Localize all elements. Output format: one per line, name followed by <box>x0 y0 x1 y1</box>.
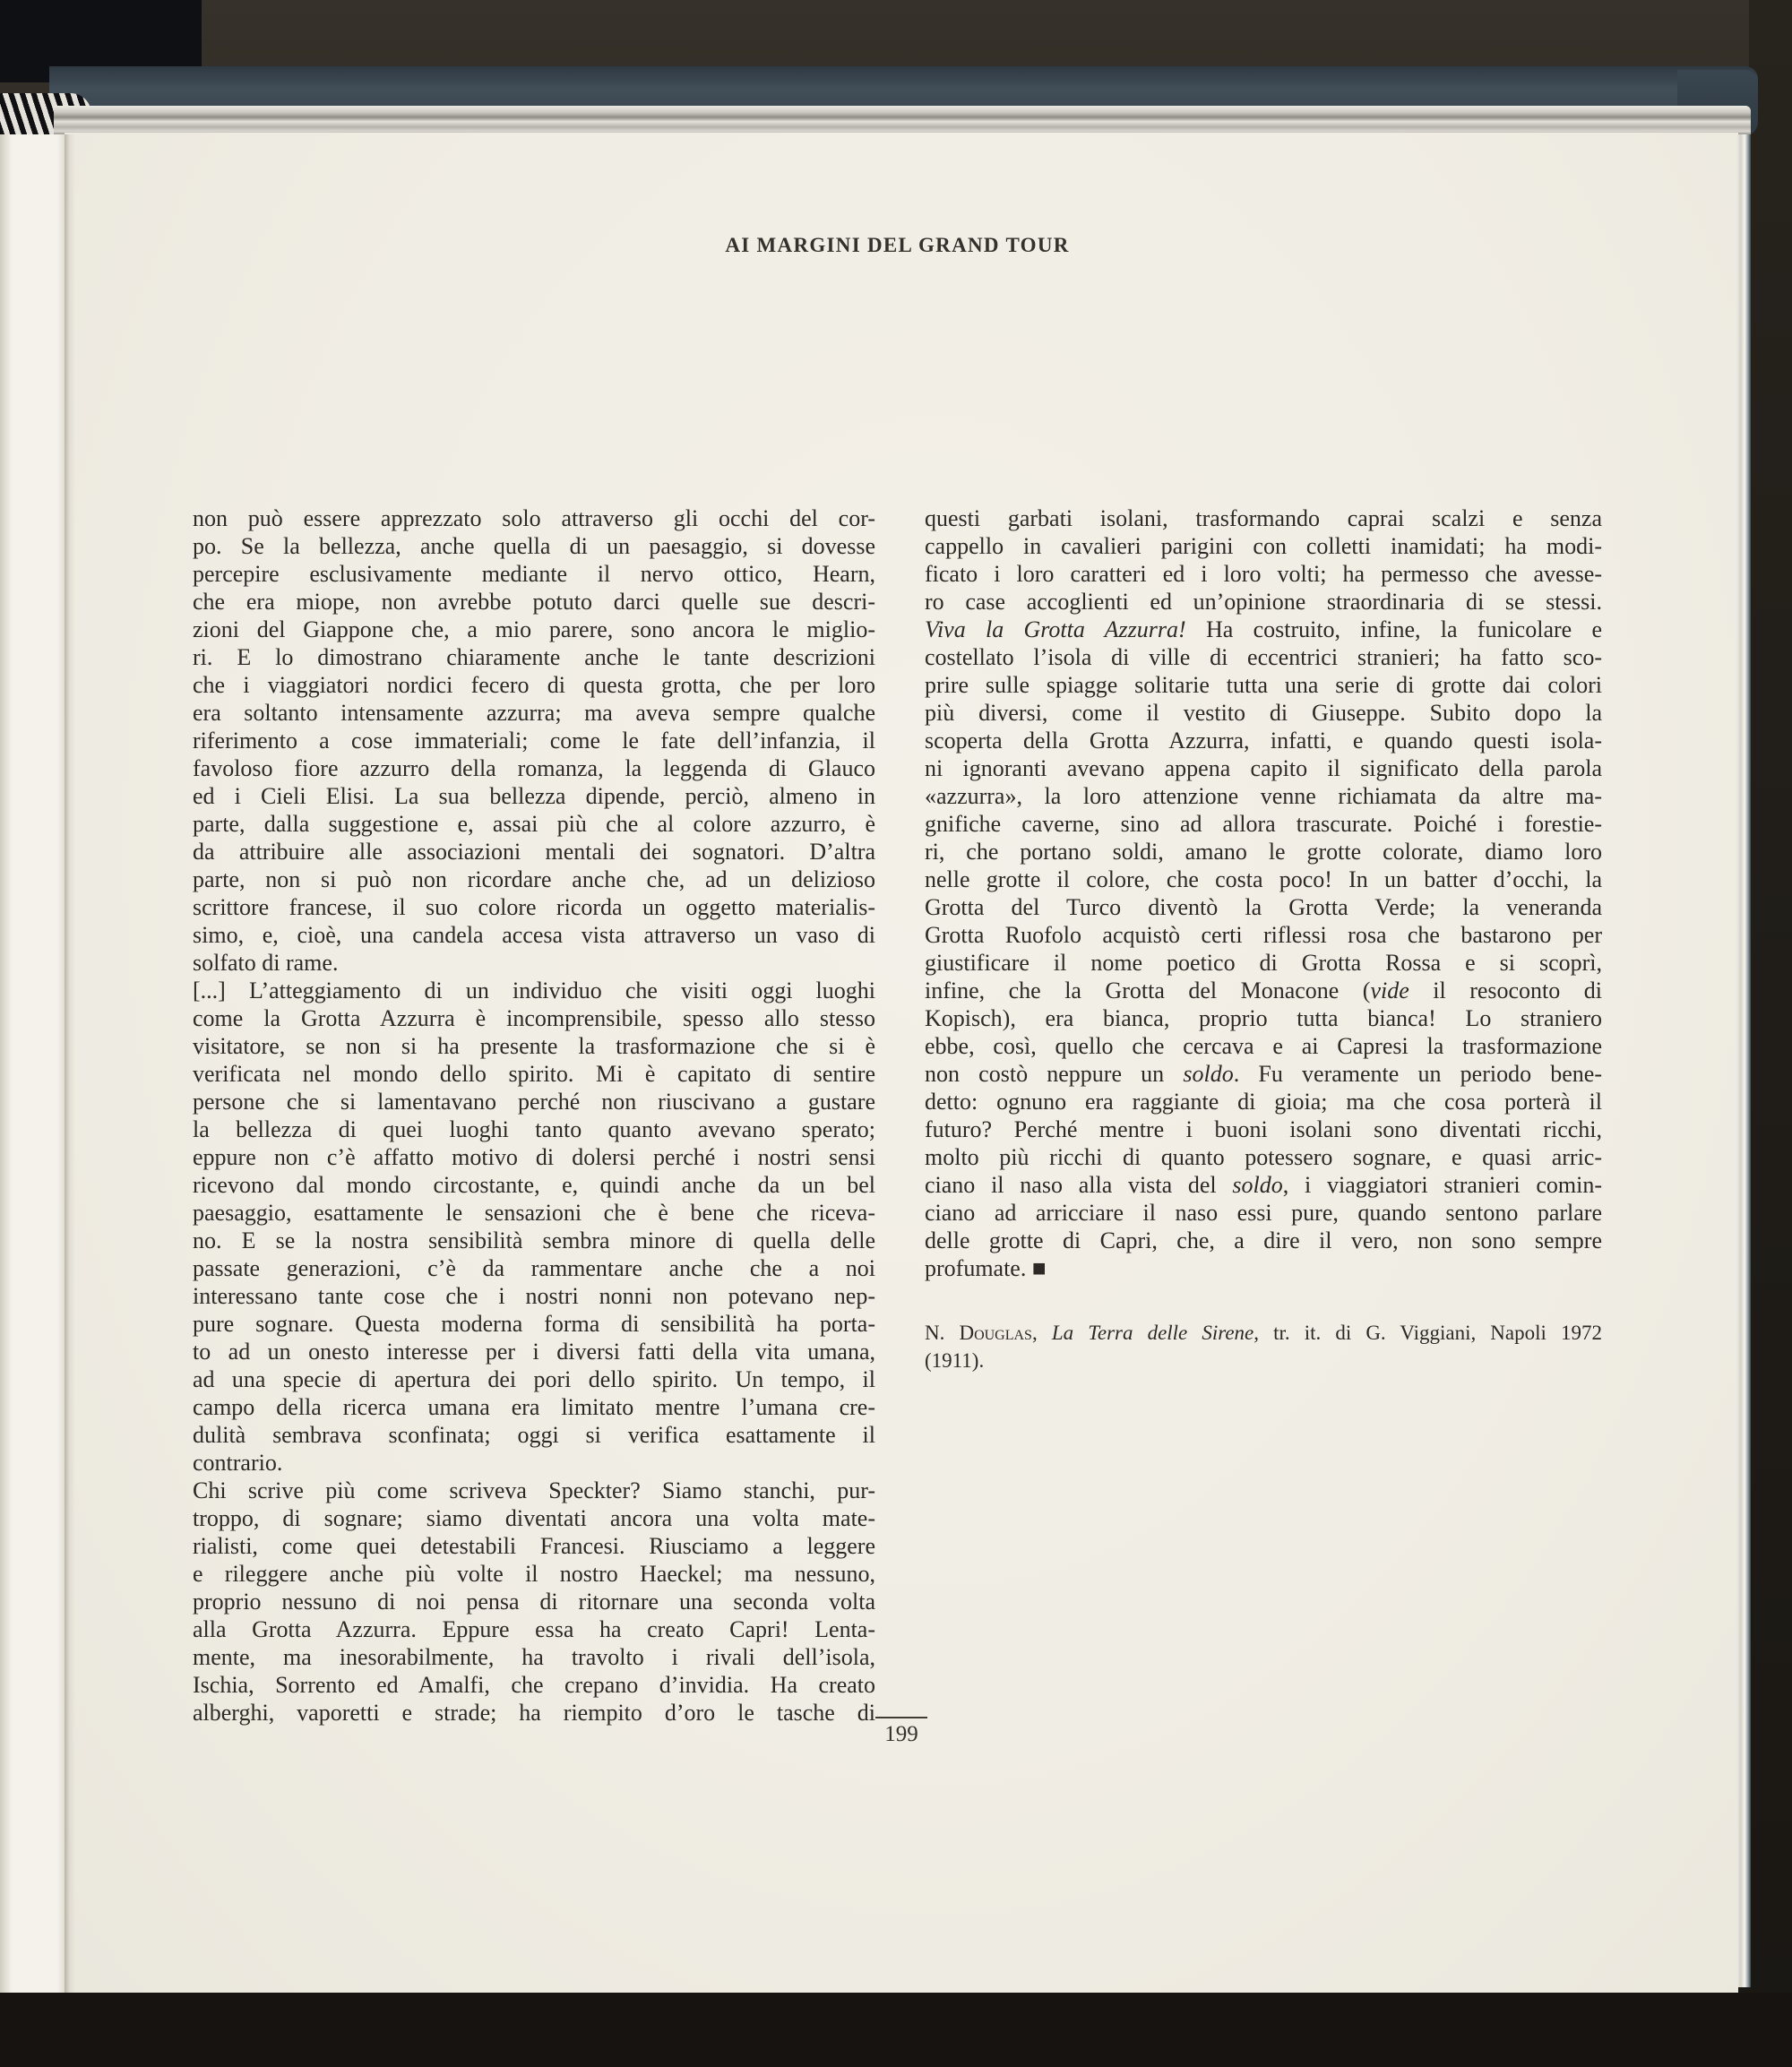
text-line: che i viaggiatori nordici fecero di questa grotta, che per loro <box>193 672 875 698</box>
text-line: profumate. ■ <box>925 1255 1047 1281</box>
text-line: cappello in cavalieri parigini con colletti inamidati; ha modi- <box>925 533 1602 559</box>
text-line: ad una specie di apertura dei pori dello spirito. Un tempo, il <box>193 1366 875 1392</box>
text-line: mente, ma inesorabilmente, ha travolto i rivali dell’isola, <box>193 1644 875 1670</box>
italic-text: soldo <box>1232 1172 1283 1198</box>
smallcaps-text: Douglas <box>959 1322 1032 1344</box>
text-column-right <box>925 504 1602 1282</box>
text-line: eppure non c’è affatto motivo di dolersi perché i nostri sensi <box>193 1144 875 1170</box>
text-line: Kopisch), era bianca, proprio tutta bianca! Lo straniero <box>925 1005 1602 1031</box>
text-line: no. E se la nostra sensibilità sembra minore di quella delle <box>193 1227 875 1253</box>
text-line: N. Douglas, La Terra delle Sirene, tr. it. di G. Viggiani, Napoli 1972 <box>925 1322 1602 1344</box>
text-line: ficato i loro caratteri ed i loro volti; ha permesso che avesse- <box>925 561 1602 587</box>
text-line: riferimento a cose immateriali; come le fate dell’infanzia, il <box>193 728 875 754</box>
text-line: simo, e, cioè, una candela accesa vista attraverso un vaso di <box>193 922 875 948</box>
text-line: ricevono dal mondo circostante, e, quindi anche da un bel <box>193 1172 875 1198</box>
text-line: rialisti, come quei detestabili Francesi. Riusciamo a leggere <box>193 1533 875 1559</box>
page-number: 199 <box>875 1717 927 1747</box>
text-line: scoperta della Grotta Azzurra, infatti, e quando questi isola- <box>925 728 1602 754</box>
book-cover-edge <box>49 66 1758 109</box>
text-line: ciano ad arricciare il naso essi pure, quando sentono parlare <box>925 1200 1602 1226</box>
text-line: Grotta Ruofolo acquistò certi riflessi rosa che bastarono per <box>925 922 1602 948</box>
text-line: favoloso fiore azzurro della romanza, la leggenda di Glauco <box>193 755 875 781</box>
text-line: passate generazioni, c’è da rammentare anche che a noi <box>193 1255 875 1281</box>
text-line: ed i Cieli Elisi. La sua bellezza dipende, perciò, almeno in <box>193 783 875 809</box>
text-line: nelle grotte il colore, che costa poco! In un batter d’occhi, la <box>925 866 1602 892</box>
text-line: e rileggere anche più volte il nostro Haeckel; ma nessuno, <box>193 1561 875 1587</box>
text-line: Viva la Grotta Azzurra! Ha costruito, infine, la funicolare e <box>925 616 1603 642</box>
text-line: questi garbati isolani, trasformando caprai scalzi e senza <box>925 505 1602 531</box>
text-line: pure sognare. Questa moderna forma di sensibilità ha porta- <box>193 1311 875 1337</box>
text-line: persone che si lamentavano perché non riuscivano a gustare <box>193 1089 875 1115</box>
text-line: alla Grotta Azzurra. Eppure essa ha creato Capri! Lenta- <box>193 1616 875 1642</box>
italic-text: vide <box>1370 978 1409 1003</box>
text-line: to ad un onesto interesse per i diversi fatti della vita umana, <box>193 1339 875 1365</box>
text-line: contrario. <box>193 1450 283 1476</box>
citation <box>925 1319 1602 1374</box>
text-line: verificata nel mondo dello spirito. Mi è capitato di sentire <box>193 1061 875 1087</box>
text-line: parte, non si può non ricordare anche che, ad un delizioso <box>193 866 875 892</box>
text-line: ni ignoranti avevano appena capito il significato della parola <box>925 755 1602 781</box>
text-line: paesaggio, esattamente le sensazioni che è bene che riceva- <box>193 1200 875 1226</box>
text-line: come la Grotta Azzurra è incomprensibile, spesso allo stesso <box>193 1005 875 1031</box>
text-line: visitatore, se non si ha presente la trasformazione che si è <box>193 1033 875 1059</box>
text-line: campo della ricerca umana era limitato mentre l’umana cre- <box>193 1394 875 1420</box>
text-line: da attribuire alle associazioni mentali dei sognatori. D’altra <box>193 839 875 865</box>
text-line: dulità sembrava sconfinata; oggi si verifica esattamente il <box>193 1422 875 1448</box>
text-line: che era miope, non avrebbe potuto darci quelle sue descri- <box>193 589 875 615</box>
text-line: detto: ognuno era raggiante di gioia; ma che cosa porterà il <box>925 1089 1602 1115</box>
text-line: [...] L’atteggiamento di un individuo che visiti oggi luoghi <box>193 978 875 1003</box>
italic-text: soldo <box>1183 1061 1234 1087</box>
text-line: giustificare il nome poetico di Grotta Rossa e si scoprì, <box>925 950 1602 976</box>
text-line: ciano il naso alla vista del soldo, i viaggiatori stranieri comin- <box>925 1172 1602 1198</box>
text-line: parte, dalla suggestione e, assai più che al colore azzurro, è <box>193 811 875 837</box>
italic-text: Viva la Grotta Azzurra! <box>925 616 1186 642</box>
text-line: proprio nessuno di noi pensa di ritornare una seconda volta <box>193 1589 875 1615</box>
text-line: infine, che la Grotta del Monacone (vide il resoconto di <box>925 978 1602 1003</box>
gutter-crease <box>65 134 75 1994</box>
text-line: interessano tante cose che i nostri nonni non potevano nep- <box>193 1283 875 1309</box>
text-line: ri, che portano soldi, amano le grotte colorate, diamo loro <box>925 839 1602 865</box>
text-line: delle grotte di Capri, che, a dire il vero, non sono sempre <box>925 1227 1602 1253</box>
text-line: la bellezza di quei luoghi tanto quanto avevano sperato; <box>193 1116 875 1142</box>
text-line: ri. E lo dimostrano chiaramente anche le tante descrizioni <box>193 644 875 670</box>
text-line: prire sulle spiagge solitarie tutta una serie di grotte dai colori <box>925 672 1602 698</box>
text-line: alberghi, vaporetti e strade; ha riempito d’oro le tasche di <box>193 1700 875 1726</box>
text-line: gnifiche caverne, sino ad allora trascurate. Poiché i forestie- <box>925 811 1602 837</box>
scan-background-right <box>1749 0 1792 2067</box>
text-line: non può essere apprezzato solo attraverso gli occhi del cor- <box>193 505 875 531</box>
text-line: costellato l’isola di ville di eccentrici stranieri; ha fatto sco- <box>925 644 1602 670</box>
text-line: non costò neppure un soldo. Fu veramente un periodo bene- <box>925 1061 1603 1087</box>
scan-background-bottom <box>0 1993 1792 2067</box>
text-line: (1911). <box>925 1349 985 1372</box>
text-line: solfato di rame. <box>193 950 339 976</box>
text-line: futuro? Perché mentre i buoni isolani sono diventati ricchi, <box>925 1116 1602 1142</box>
text-line: po. Se la bellezza, anche quella di un paesaggio, si dovesse <box>193 533 875 559</box>
text-line: molto più ricchi di quanto potessero sognare, e quasi arric- <box>925 1144 1602 1170</box>
text-line: «azzurra», la loro attenzione venne richiamata da altre ma- <box>925 783 1602 809</box>
running-header: AI MARGINI DEL GRAND TOUR <box>725 234 1070 256</box>
facing-page-edge <box>0 134 66 1994</box>
text-line: era soltanto intensamente azzurra; ma aveva sempre qualche <box>193 700 875 726</box>
page-edges-right <box>1736 134 1751 1987</box>
text-line: troppo, di sognare; siamo diventati ancora una volta mate- <box>193 1505 875 1531</box>
text-line: Chi scrive più come scriveva Speckter? Siamo stanchi, pur- <box>193 1477 875 1503</box>
text-line: ebbe, così, quello che cercava e ai Capresi la trasformazione <box>925 1033 1602 1059</box>
text-line: zioni del Giappone che, a mio parere, sono ancora le miglio- <box>193 616 875 642</box>
text-line: Grotta del Turco diventò la Grotta Verde; la veneranda <box>925 894 1602 920</box>
text-line: ro case accoglienti ed un’opinione straordinaria di se stessi. <box>925 589 1602 615</box>
text-column-left <box>193 504 875 1727</box>
text-line: Ischia, Sorrento ed Amalfi, che crepano d’invidia. Ha creato <box>193 1672 875 1698</box>
text-line: scrittore francese, il suo colore ricorda un oggetto materialis- <box>193 894 875 920</box>
text-line: più diversi, come il vestito di Giuseppe. Subito dopo la <box>925 700 1602 726</box>
page-edges-top <box>54 106 1751 136</box>
text-line: percepire esclusivamente mediante il nervo ottico, Hearn, <box>193 561 875 587</box>
italic-text: La Terra delle Sirene <box>1051 1322 1254 1344</box>
